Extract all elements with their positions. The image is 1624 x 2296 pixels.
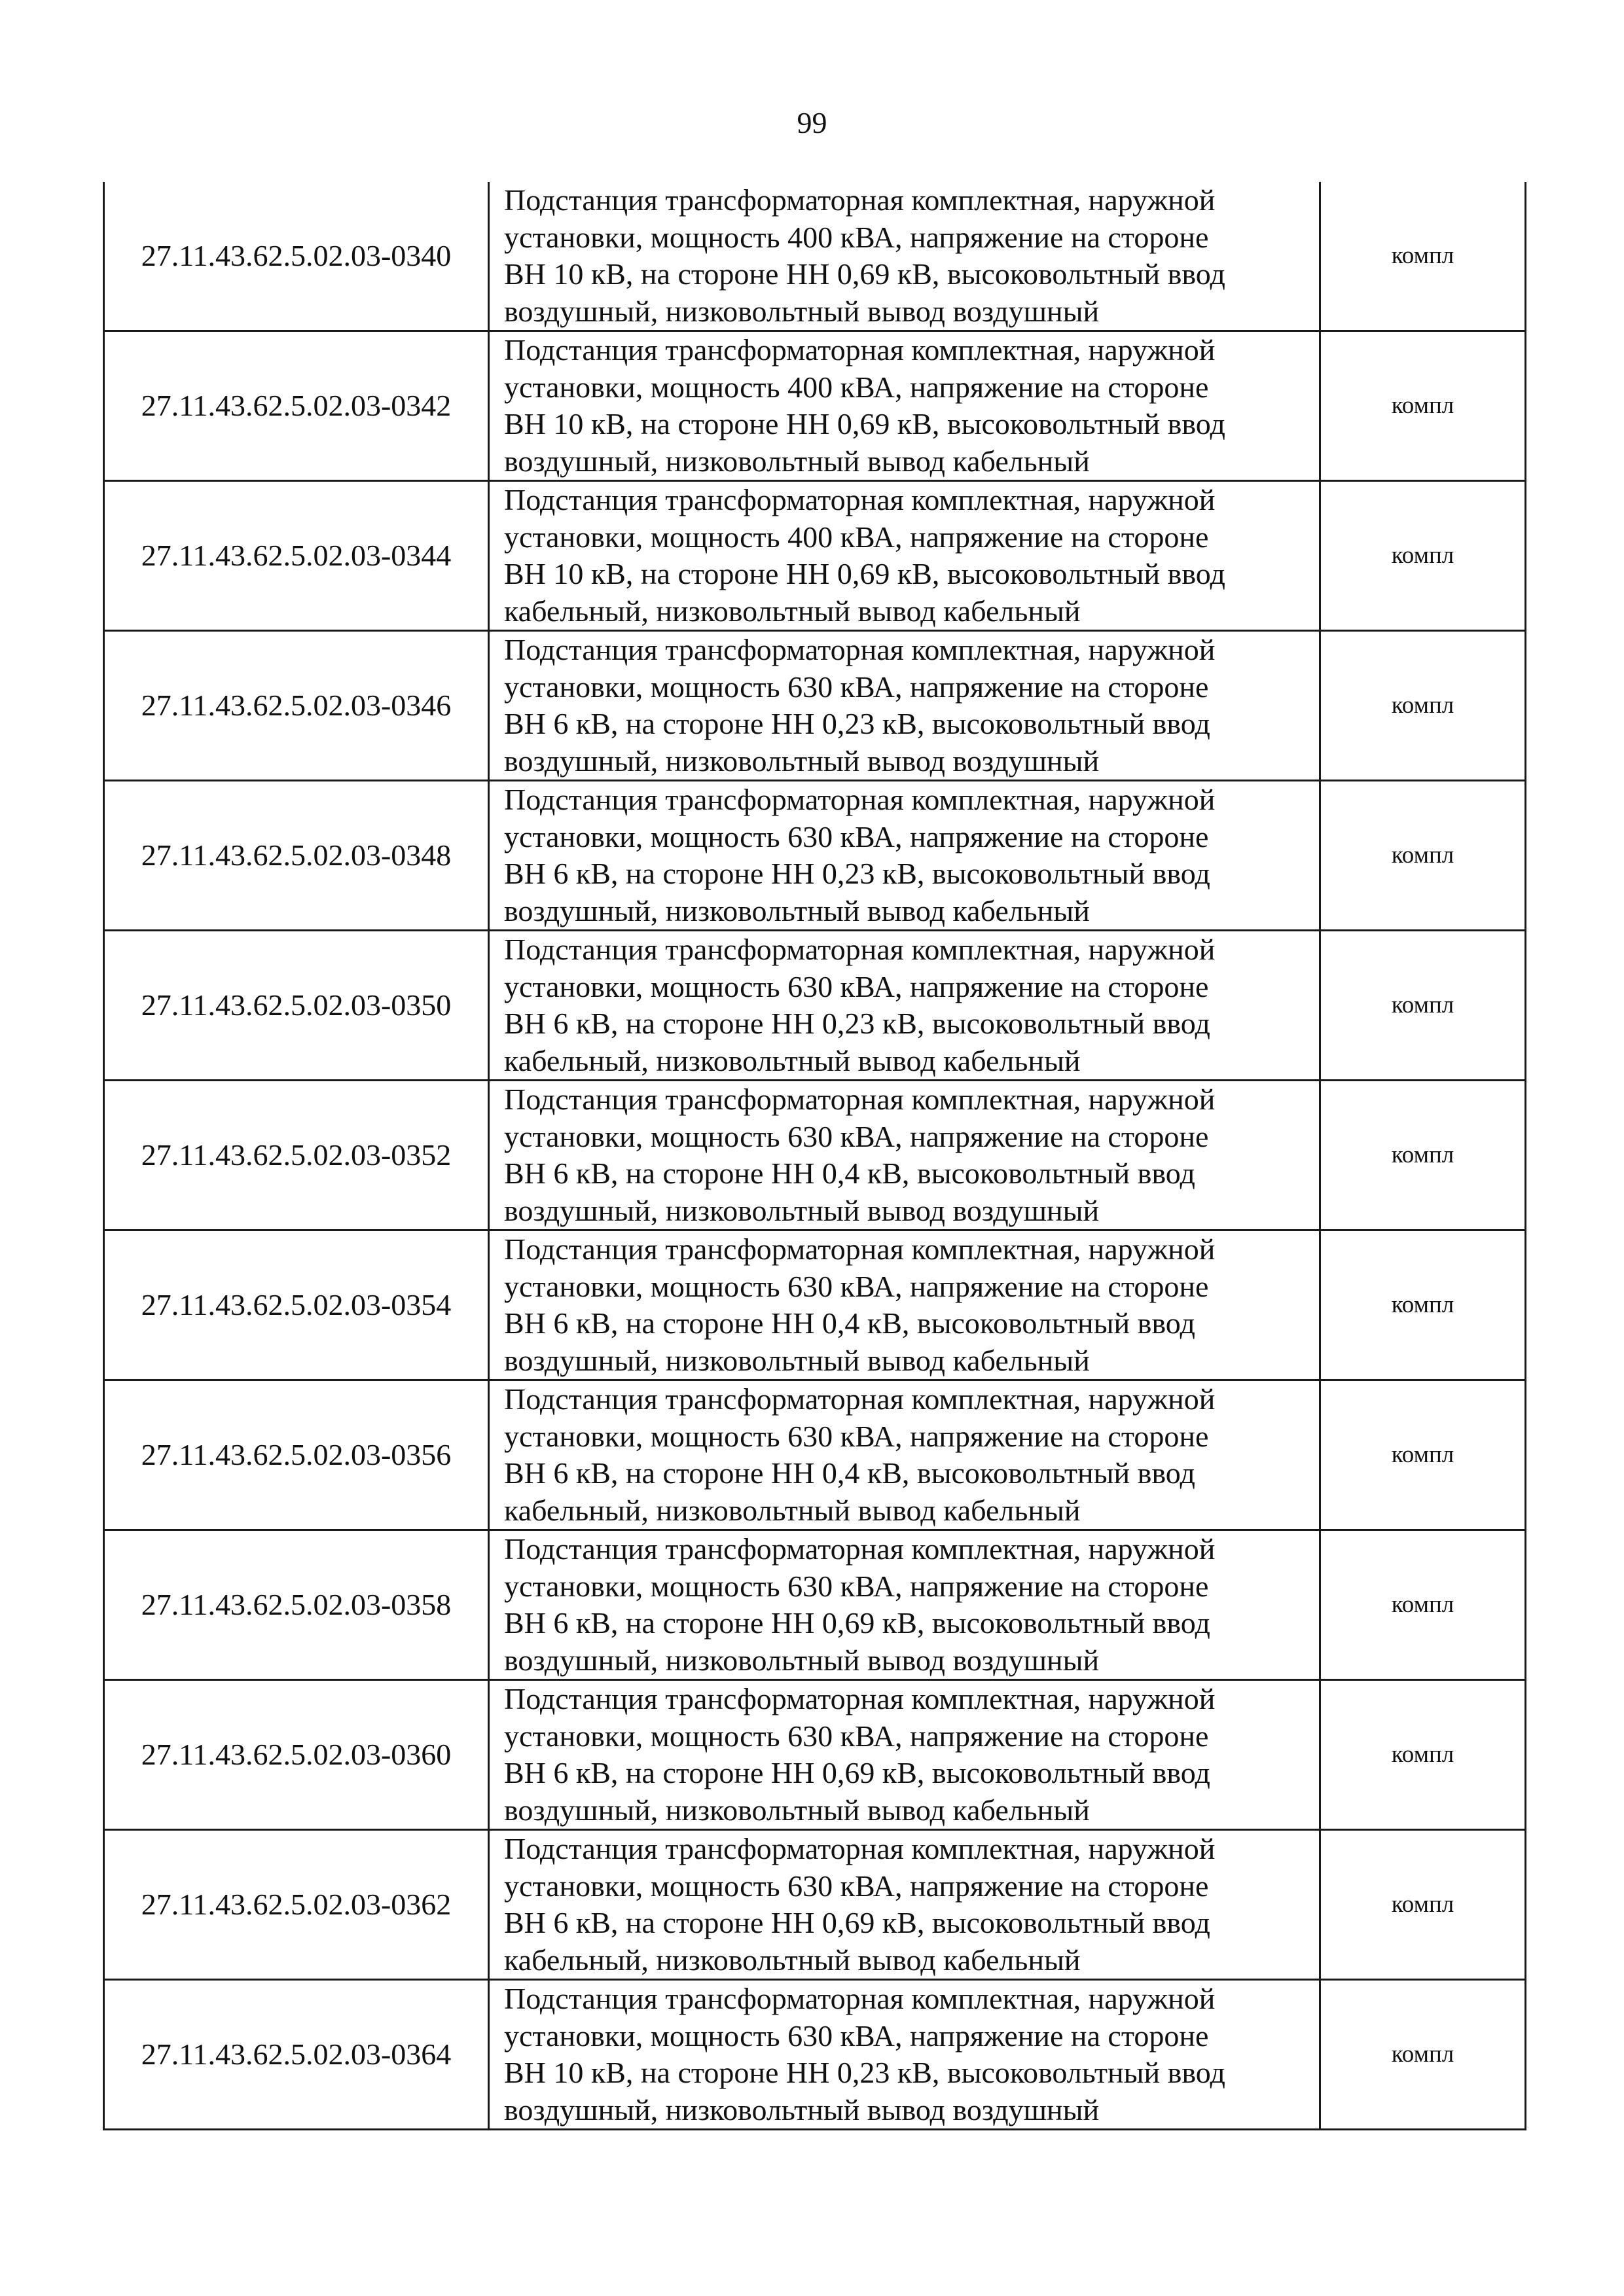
- item-description-line: Подстанция трансформаторная комплектная, наружной: [504, 1382, 1216, 1416]
- item-description-line: ВН 10 кВ, на стороне НН 0,69 кВ, высоковольтный ввод: [504, 257, 1225, 291]
- item-description: [489, 781, 1320, 931]
- items-table: [103, 182, 1526, 2130]
- table-row: [104, 631, 1526, 781]
- item-unit: компл: [1320, 1530, 1526, 1680]
- item-description-line: Подстанция трансформаторная комплектная, наружной: [504, 1232, 1216, 1266]
- item-description-line: ВН 6 кВ, на стороне НН 0,69 кВ, высоковольтный ввод: [504, 1906, 1210, 1939]
- item-description-line: Подстанция трансформаторная комплектная, наружной: [504, 783, 1216, 816]
- item-description-line: Подстанция трансформаторная комплектная, наружной: [504, 1682, 1216, 1715]
- item-description-line: Подстанция трансформаторная комплектная, наружной: [504, 1083, 1216, 1116]
- item-description: [489, 631, 1320, 781]
- item-code: 27.11.43.62.5.02.03-0360: [104, 1680, 489, 1830]
- item-unit: компл: [1320, 1380, 1526, 1530]
- table-row: [104, 1530, 1526, 1680]
- item-description-line: ВН 6 кВ, на стороне НН 0,4 кВ, высоковольтный ввод: [504, 1306, 1195, 1340]
- items-table-wrapper: [103, 182, 1525, 2130]
- item-description: [489, 1380, 1320, 1530]
- item-unit: компл: [1320, 182, 1526, 331]
- item-description-line: установки, мощность 400 кВА, напряжение на стороне: [504, 220, 1209, 254]
- item-description-line: установки, мощность 400 кВА, напряжение на стороне: [504, 520, 1209, 554]
- table-row: [104, 1980, 1526, 2130]
- item-description-line: воздушный, низковольтный вывод воздушный: [504, 744, 1100, 778]
- item-description-line: Подстанция трансформаторная комплектная, наружной: [504, 483, 1216, 516]
- item-unit: компл: [1320, 781, 1526, 931]
- item-description: [489, 931, 1320, 1081]
- item-description: [489, 1830, 1320, 1980]
- item-unit: компл: [1320, 1230, 1526, 1380]
- item-description: [489, 331, 1320, 481]
- item-description-line: воздушный, низковольтный вывод воздушный: [504, 1193, 1100, 1227]
- item-description-line: ВН 6 кВ, на стороне НН 0,23 кВ, высоковольтный ввод: [504, 1007, 1210, 1040]
- item-description-line: ВН 6 кВ, на стороне НН 0,23 кВ, высоковольтный ввод: [504, 857, 1210, 890]
- item-description-line: воздушный, низковольтный вывод кабельный: [504, 893, 1090, 927]
- item-description-line: воздушный, низковольтный вывод кабельный: [504, 444, 1090, 478]
- item-description-line: Подстанция трансформаторная комплектная, наружной: [504, 1532, 1216, 1566]
- item-unit: компл: [1320, 1081, 1526, 1230]
- table-row: [104, 331, 1526, 481]
- item-description: [489, 182, 1320, 331]
- table-row: [104, 781, 1526, 931]
- item-description-line: ВН 6 кВ, на стороне НН 0,4 кВ, высоковольтный ввод: [504, 1157, 1195, 1190]
- table-row: [104, 1380, 1526, 1530]
- table-row: [104, 1680, 1526, 1830]
- item-description: [489, 481, 1320, 631]
- item-description-line: кабельный, низковольтный вывод кабельный: [504, 1943, 1081, 1977]
- item-code: 27.11.43.62.5.02.03-0346: [104, 631, 489, 781]
- item-description-line: воздушный, низковольтный вывод воздушный: [504, 294, 1100, 328]
- item-unit: компл: [1320, 1680, 1526, 1830]
- item-description-line: ВН 6 кВ, на стороне НН 0,69 кВ, высоковольтный ввод: [504, 1606, 1210, 1640]
- item-description-line: установки, мощность 630 кВА, напряжение на стороне: [504, 1869, 1209, 1903]
- item-description-line: ВН 10 кВ, на стороне НН 0,69 кВ, высоковольтный ввод: [504, 557, 1225, 590]
- item-description-line: установки, мощность 630 кВА, напряжение на стороне: [504, 1719, 1209, 1753]
- table-row: [104, 1830, 1526, 1980]
- item-description-line: ВН 10 кВ, на стороне НН 0,23 кВ, высоковольтный ввод: [504, 2056, 1225, 2089]
- item-description-line: кабельный, низковольтный вывод кабельный: [504, 1043, 1081, 1077]
- item-description-line: ВН 6 кВ, на стороне НН 0,23 кВ, высоковольтный ввод: [504, 707, 1210, 740]
- item-description-line: ВН 6 кВ, на стороне НН 0,4 кВ, высоковольтный ввод: [504, 1456, 1195, 1490]
- item-code: 27.11.43.62.5.02.03-0356: [104, 1380, 489, 1530]
- item-description-line: установки, мощность 630 кВА, напряжение на стороне: [504, 1419, 1209, 1453]
- item-description-line: кабельный, низковольтный вывод кабельный: [504, 1493, 1081, 1527]
- item-description-line: установки, мощность 400 кВА, напряжение на стороне: [504, 370, 1209, 404]
- item-code: 27.11.43.62.5.02.03-0348: [104, 781, 489, 931]
- item-description-line: воздушный, низковольтный вывод кабельный: [504, 1343, 1090, 1377]
- item-description-line: воздушный, низковольтный вывод кабельный: [504, 1793, 1090, 1827]
- item-description-line: ВН 6 кВ, на стороне НН 0,69 кВ, высоковольтный ввод: [504, 1756, 1210, 1789]
- item-description-line: Подстанция трансформаторная комплектная, наружной: [504, 633, 1216, 666]
- item-code: 27.11.43.62.5.02.03-0352: [104, 1081, 489, 1230]
- item-description-line: установки, мощность 630 кВА, напряжение на стороне: [504, 2018, 1209, 2053]
- item-unit: компл: [1320, 331, 1526, 481]
- item-description-line: установки, мощность 630 кВА, напряжение на стороне: [504, 1569, 1209, 1603]
- item-description: [489, 1980, 1320, 2130]
- page-number: 99: [797, 106, 827, 139]
- item-unit: компл: [1320, 481, 1526, 631]
- item-unit: компл: [1320, 1830, 1526, 1980]
- item-description-line: Подстанция трансформаторная комплектная, наружной: [504, 333, 1216, 367]
- item-description-line: установки, мощность 630 кВА, напряжение на стороне: [504, 670, 1209, 704]
- item-code: 27.11.43.62.5.02.03-0350: [104, 931, 489, 1081]
- item-description-line: воздушный, низковольтный вывод воздушный: [504, 1643, 1100, 1677]
- item-code: 27.11.43.62.5.02.03-0358: [104, 1530, 489, 1680]
- item-description-line: кабельный, низковольтный вывод кабельный: [504, 594, 1081, 628]
- item-code: 27.11.43.62.5.02.03-0344: [104, 481, 489, 631]
- item-description-line: установки, мощность 630 кВА, напряжение на стороне: [504, 819, 1209, 853]
- item-description-line: установки, мощность 630 кВА, напряжение на стороне: [504, 1119, 1209, 1153]
- table-row: [104, 1081, 1526, 1230]
- item-description-line: установки, мощность 630 кВА, напряжение на стороне: [504, 1269, 1209, 1303]
- item-unit: компл: [1320, 1980, 1526, 2130]
- item-description: [489, 1230, 1320, 1380]
- item-code: 27.11.43.62.5.02.03-0364: [104, 1980, 489, 2130]
- item-description-line: Подстанция трансформаторная комплектная, наружной: [504, 183, 1216, 217]
- table-row: [104, 182, 1526, 331]
- item-description: [489, 1530, 1320, 1680]
- item-description-line: Подстанция трансформаторная комплектная, наружной: [504, 1982, 1216, 2015]
- item-description-line: ВН 10 кВ, на стороне НН 0,69 кВ, высоковольтный ввод: [504, 407, 1225, 440]
- item-description: [489, 1680, 1320, 1830]
- item-description-line: Подстанция трансформаторная комплектная, наружной: [504, 1832, 1216, 1865]
- item-code: 27.11.43.62.5.02.03-0362: [104, 1830, 489, 1980]
- items-table-body: [104, 182, 1526, 2130]
- item-description-line: Подстанция трансформаторная комплектная, наружной: [504, 933, 1216, 966]
- item-code: 27.11.43.62.5.02.03-0342: [104, 331, 489, 481]
- item-code: 27.11.43.62.5.02.03-0354: [104, 1230, 489, 1380]
- item-code: 27.11.43.62.5.02.03-0340: [104, 182, 489, 331]
- table-row: [104, 931, 1526, 1081]
- item-description-line: установки, мощность 630 кВА, напряжение на стороне: [504, 969, 1209, 1003]
- table-row: [104, 481, 1526, 631]
- item-description: [489, 1081, 1320, 1230]
- table-row: [104, 1230, 1526, 1380]
- item-unit: компл: [1320, 631, 1526, 781]
- item-unit: компл: [1320, 931, 1526, 1081]
- item-description-line: воздушный, низковольтный вывод воздушный: [504, 2092, 1100, 2126]
